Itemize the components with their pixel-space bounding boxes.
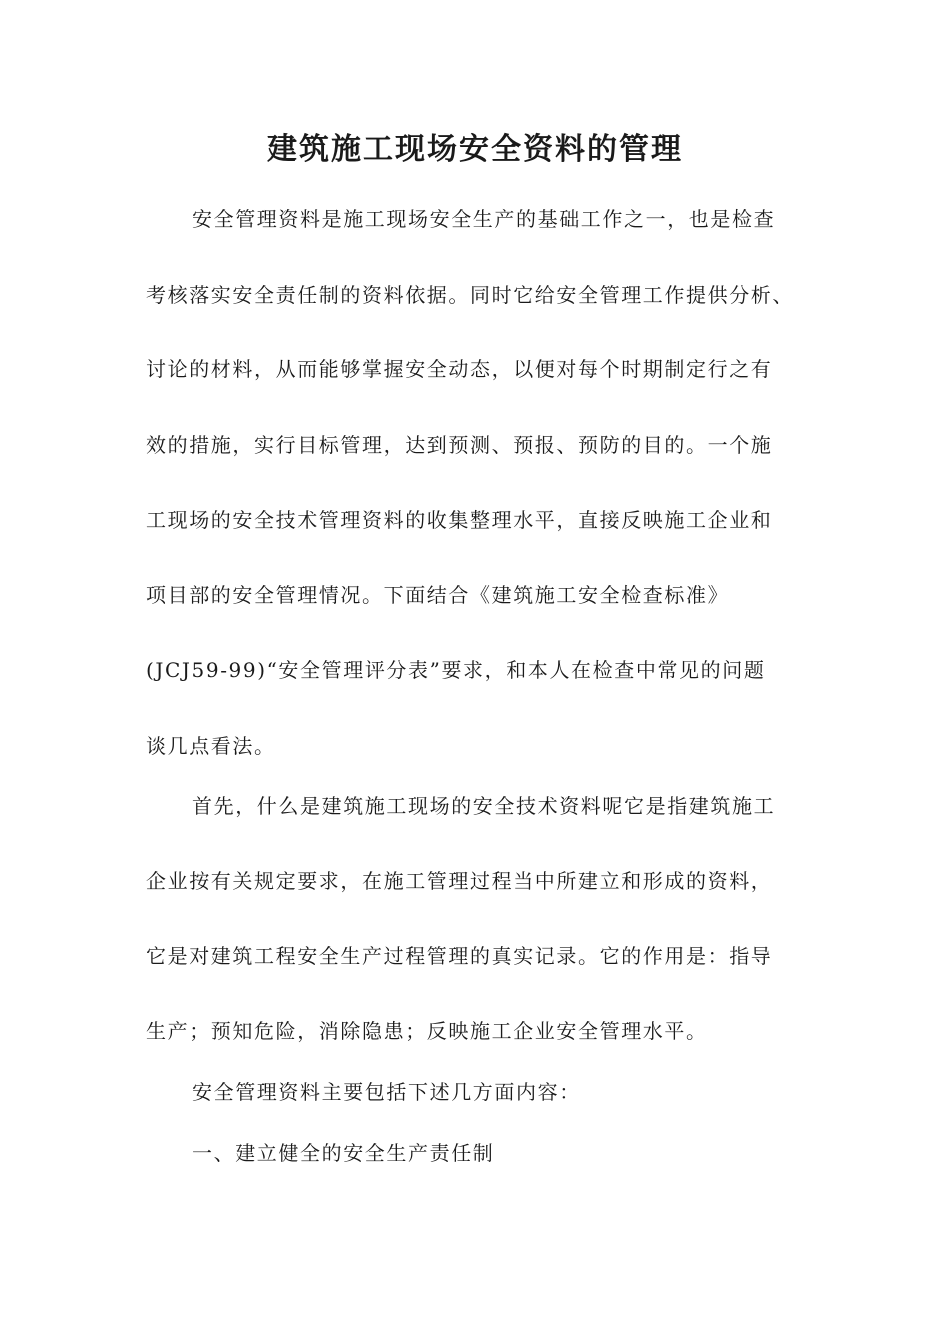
paragraph-line: 讨论的材料，从而能够掌握安全动态，以便对每个时期制定行之有 (146, 357, 773, 381)
paragraph-line: 考核落实安全责任制的资料依据。同时它给安全管理工作提供分析、 (146, 283, 794, 307)
section-heading: 一、建立健全的安全生产责任制 (192, 1141, 495, 1165)
document-title: 建筑施工现场安全资料的管理 (267, 132, 683, 167)
paragraph-line: (JCJ59-99)“安全管理评分表”要求，和本人在检查中常见的问题 (146, 658, 766, 682)
paragraph-line: 它是对建筑工程安全生产过程管理的真实记录。它的作用是：指导 (146, 944, 773, 968)
paragraph-line: 安全管理资料是施工现场安全生产的基础工作之一，也是检查 (192, 207, 776, 231)
paragraph-line: 生产；预知危险，消除隐患；反映施工企业安全管理水平。 (146, 1019, 708, 1043)
paragraph-line: 谈几点看法。 (146, 734, 276, 758)
paragraph-line: 首先，什么是建筑施工现场的安全技术资料呢它是指建筑施工 (192, 794, 776, 818)
paragraph-line: 工现场的安全技术管理资料的收集整理水平，直接反映施工企业和 (146, 508, 773, 532)
paragraph-line: 效的措施，实行目标管理，达到预测、预报、预防的目的。一个施 (146, 433, 773, 457)
paragraph-line: 项目部的安全管理情况。下面结合《建筑施工安全检查标准》 (146, 583, 730, 607)
paragraph-line: 企业按有关规定要求，在施工管理过程当中所建立和形成的资料， (146, 869, 773, 893)
paragraph-line: 安全管理资料主要包括下述几方面内容： (192, 1080, 581, 1104)
